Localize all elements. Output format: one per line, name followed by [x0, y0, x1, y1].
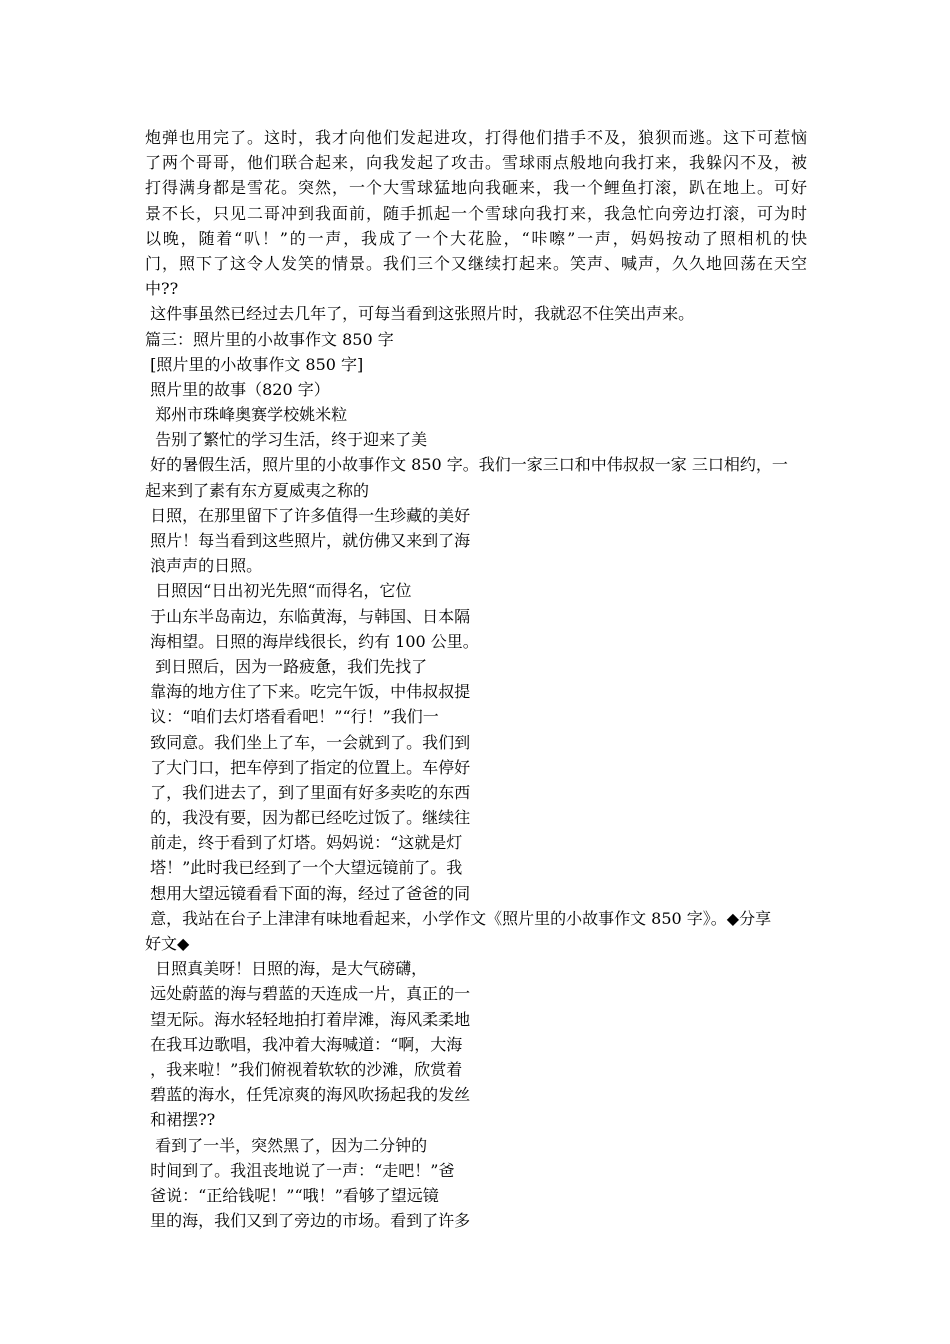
text-line: ，我来啦！”我们俯视着软软的沙滩，欣赏着 — [145, 1059, 463, 1079]
text-line: 郑州市珠峰奥赛学校姚米粒 — [145, 405, 348, 425]
text-line: 前走，终于看到了灯塔。妈妈说：“这就是灯 — [145, 833, 463, 853]
text-line: 于山东半岛南边，东临黄海，与韩国、日本隔 — [145, 606, 471, 626]
text-line: 塔！”此时我已经到了一个大望远镜前了。我 — [145, 858, 463, 878]
text-line: 门，照下了这令人发笑的情景。我们三个又继续打起来。笑声、喊声，久久地回荡在天空 — [145, 253, 807, 273]
text-line: 以晚，随着“叭！”的一声，我成了一个大花脸，“咔嚓”一声，妈妈按动了照相机的快 — [145, 228, 807, 248]
text-line: 照片！每当看到这些照片，就仿佛又来到了海 — [145, 531, 471, 550]
text-line: 日照，在那里留下了许多值得一生珍藏的美好 — [145, 505, 471, 525]
text-line: 了两个哥哥，他们联合起来，向我发起了攻击。雪球雨点般地向我打来，我躲闪不及，被 — [145, 153, 807, 173]
text-line: 这件事虽然已经过去几年了，可每当看到这张照片时，我就忍不住笑出声来。 — [145, 304, 695, 324]
text-line: 望无际。海水轻轻地拍打着岸滩，海风柔柔地 — [145, 1009, 471, 1029]
text-line: 里的海，我们又到了旁边的市场。看到了许多 — [145, 1211, 471, 1231]
text-line: 看到了一半，突然黑了，因为二分钟的 — [145, 1135, 428, 1155]
text-line: [照片里的小故事作文 850 字] — [145, 354, 364, 374]
text-line: 炮弹也用完了。这时，我才向他们发起进攻，打得他们措手不及，狼狈而逃。这下可惹恼 — [145, 128, 807, 147]
text-line: 打得满身都是雪花。突然，一个大雪球猛地向我砸来，我一个鲤鱼打滚，趴在地上。可好 — [145, 178, 807, 198]
text-line: 的，我没有要，因为都已经吃过饭了。继续往 — [145, 808, 471, 828]
text-line: 景不长，只见二哥冲到我面前，随手抓起一个雪球向我打来，我急忙向旁边打滚，可为时 — [145, 203, 807, 223]
text-line: 到日照后，因为一路疲惫，我们先找了 — [145, 656, 428, 676]
text-line: 致同意。我们坐上了车，一会就到了。我们到 — [145, 732, 471, 752]
text-line: 和裙摆?? — [145, 1110, 216, 1130]
text-line: 起来到了素有东方夏威夷之称的 — [145, 480, 370, 500]
text-line: 时间到了。我沮丧地说了一声：“走吧！”爸 — [145, 1160, 455, 1180]
text-line: 日照真美呀！日照的海，是大气磅礴， — [145, 959, 428, 979]
text-line: 中?? — [145, 279, 179, 299]
text-line: 在我耳边歌唱，我冲着大海喊道：“啊，大海 — [145, 1034, 463, 1054]
text-line: 碧蓝的海水，任凭凉爽的海风吹扬起我的发丝 — [145, 1085, 471, 1105]
text-line: 了大门口，把车停到了指定的位置上。车停好 — [145, 757, 471, 777]
text-line: 远处蔚蓝的海与碧蓝的天连成一片，真正的一 — [145, 984, 471, 1004]
text-line: 浪声声的日照。 — [145, 556, 263, 576]
text-line: 爸说：“正给钱呢！”“哦！”看够了望远镜 — [145, 1185, 439, 1205]
text-line: 意，我站在台子上津津有味地看起来，小学作文《照片里的小故事作文 850 字》。◆分享 — [145, 908, 772, 928]
text-line: 好文◆ — [145, 934, 190, 953]
document-body — [145, 125, 815, 1233]
text-line: 告别了繁忙的学习生活，终于迎来了美 — [145, 430, 428, 450]
text-line: 议：“咱们去灯塔看看吧！”“行！”我们一 — [145, 707, 439, 727]
text-line: 篇三：照片里的小故事作文 850 字 — [145, 329, 394, 349]
text-line: 照片里的故事（820 字） — [145, 379, 330, 399]
text-line: 日照因“日出初光先照“而得名，它位 — [145, 581, 412, 601]
text-line: 靠海的地方住了下来。吃完午饭，中伟叔叔提 — [145, 682, 471, 702]
text-line: 了，我们进去了，到了里面有好多卖吃的东西 — [145, 782, 471, 802]
text-line: 想用大望远镜看看下面的海，经过了爸爸的同 — [145, 883, 471, 903]
text-line: 海相望。日照的海岸线很长，约有 100 公里。 — [145, 631, 479, 651]
text-line: 好的暑假生活，照片里的小故事作文 850 字。我们一家三口和中伟叔叔一家 三口相约，一 — [145, 455, 788, 475]
